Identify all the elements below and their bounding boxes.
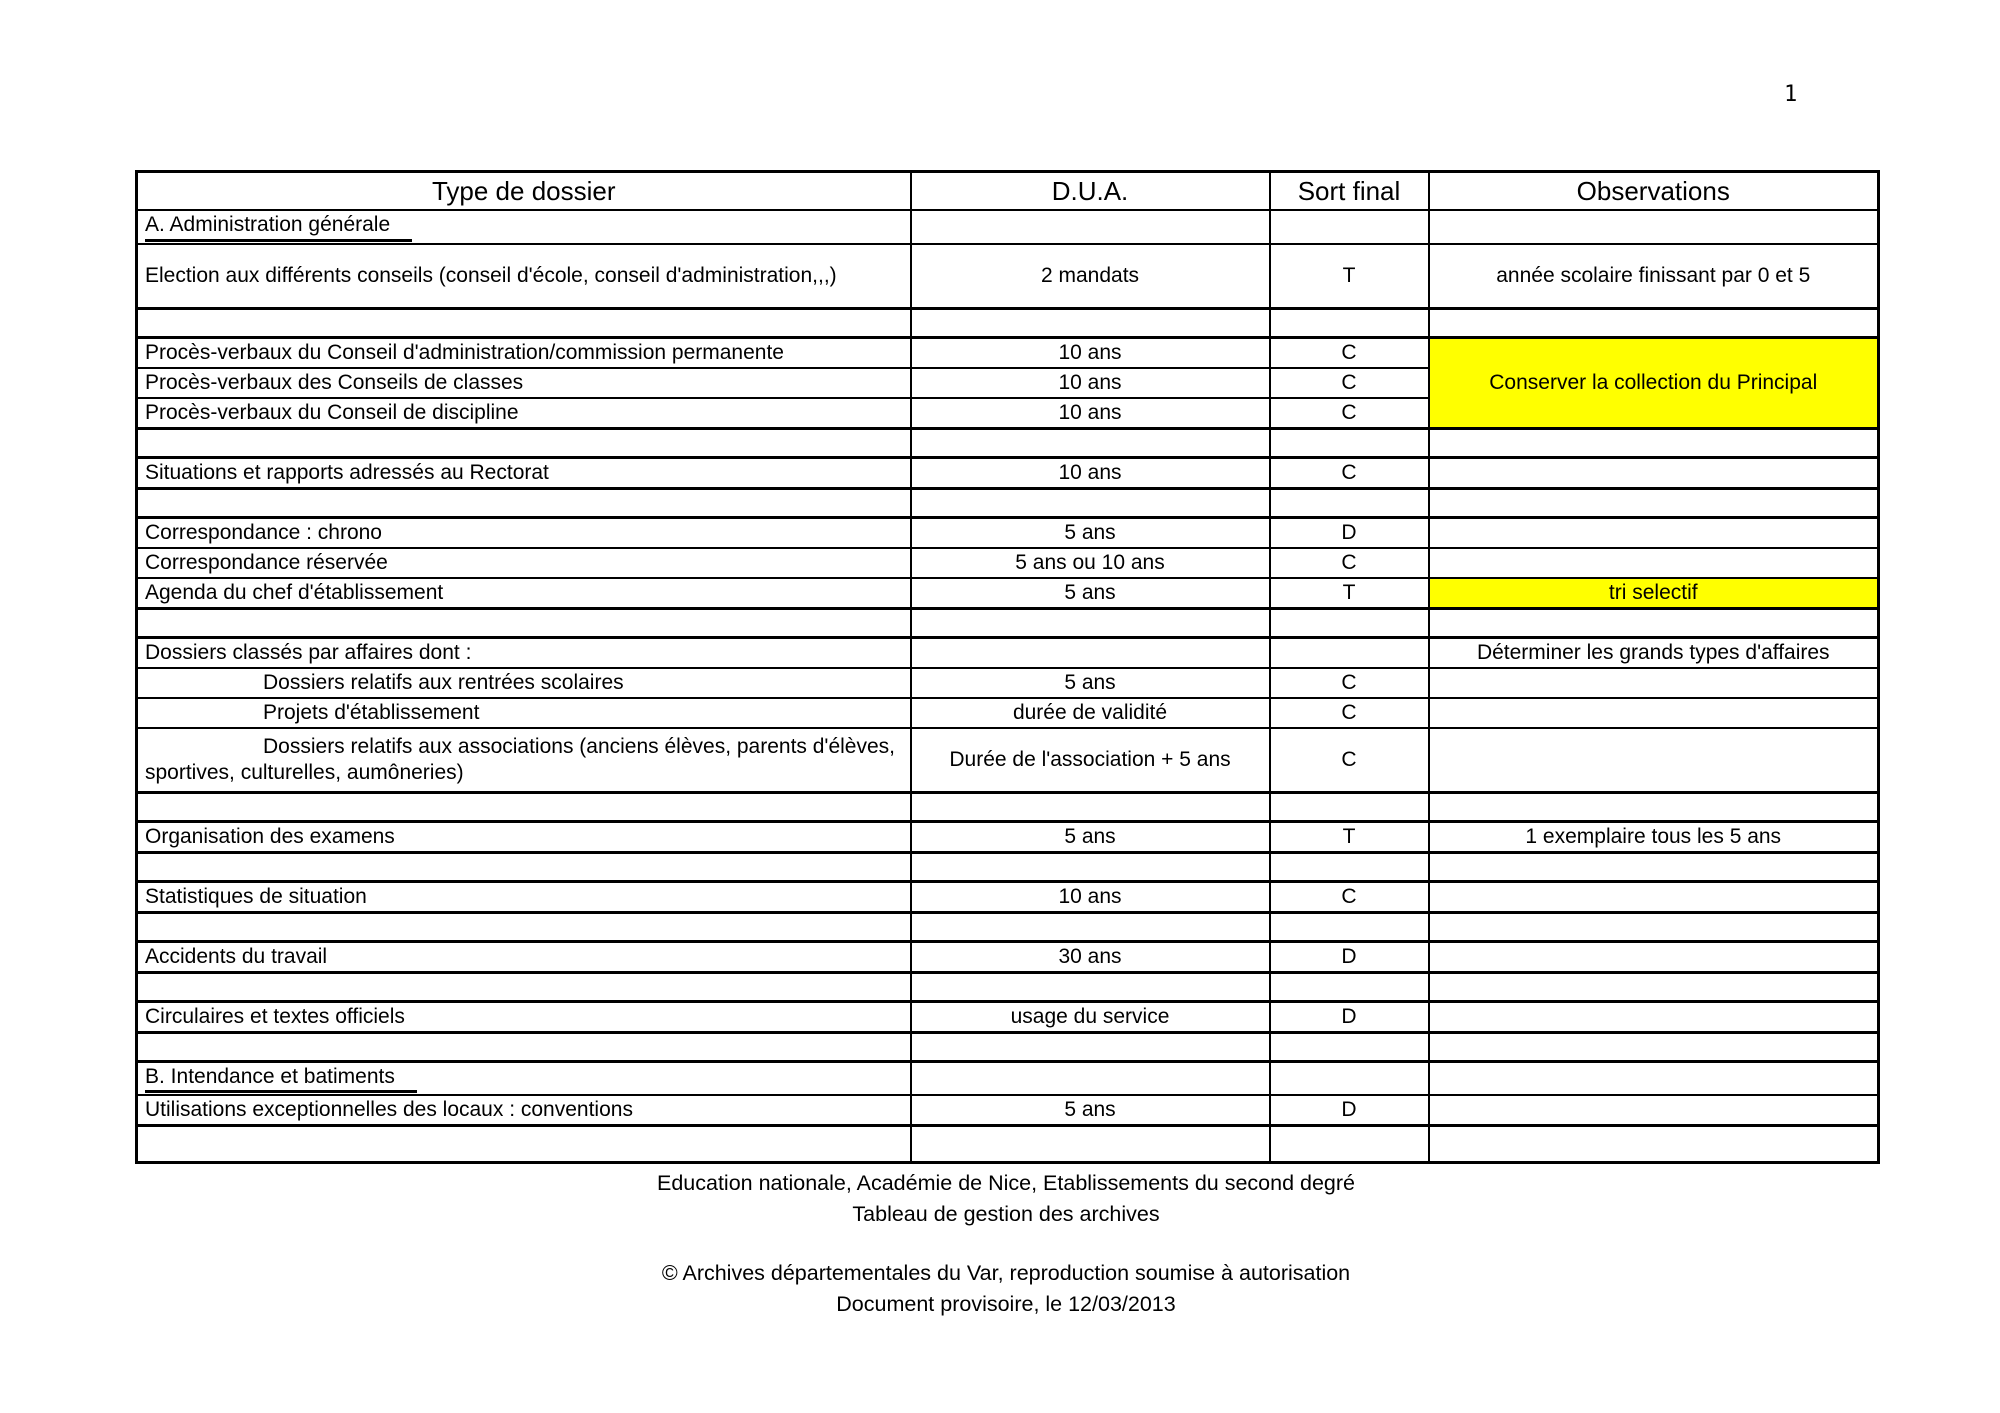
table-row	[137, 517, 1879, 548]
archive-table	[135, 170, 1880, 1164]
spacer-row	[137, 792, 1879, 821]
sort-final-cell: T	[1270, 244, 1429, 309]
table-row	[137, 881, 1879, 912]
table-row	[137, 668, 1879, 698]
dossier-cell: Projets d'établissement	[137, 698, 911, 728]
dossier-cell: Circulaires et textes officiels	[137, 1001, 911, 1032]
observations-cell: tri selectif	[1429, 578, 1879, 609]
observations-cell	[1429, 1126, 1879, 1163]
sort-final-cell	[1270, 637, 1429, 668]
observations-cell: année scolaire finissant par 0 et 5	[1429, 244, 1879, 309]
col-header-type-de-dossier: Type de dossier	[137, 172, 911, 211]
sort-final-cell: D	[1270, 517, 1429, 548]
observations-cell	[1429, 972, 1879, 1001]
footer-date-line: Document provisoire, le 12/03/2013	[836, 1292, 1176, 1316]
observations-cell	[1429, 517, 1879, 548]
spacer-row	[137, 1032, 1879, 1061]
dossier-cell: Agenda du chef d'établissement	[137, 578, 911, 609]
sort-final-cell	[1270, 308, 1429, 337]
table-row	[137, 337, 1879, 368]
dua-cell: usage du service	[911, 1001, 1270, 1032]
table-row	[137, 637, 1879, 668]
table-row	[137, 578, 1879, 609]
dossier-cell	[137, 210, 911, 244]
footer-spacer	[135, 1230, 1877, 1258]
dossier-cell	[137, 488, 911, 517]
sort-final-cell: C	[1270, 698, 1429, 728]
spacer-row	[137, 972, 1879, 1001]
sort-final-cell: D	[1270, 941, 1429, 972]
dua-cell: 10 ans	[911, 398, 1270, 429]
spacer-row	[137, 852, 1879, 881]
dossier-cell: Election aux différents conseils (conseil d'école, conseil d'administration,,,)	[137, 244, 911, 309]
observations-cell	[1429, 1095, 1879, 1126]
page-number: 1	[1784, 82, 1798, 107]
dua-cell: 5 ans	[911, 668, 1270, 698]
observations-cell	[1429, 792, 1879, 821]
spacer-row	[137, 608, 1879, 637]
dua-cell: 2 mandats	[911, 244, 1270, 309]
dossier-cell: Procès-verbaux du Conseil de discipline	[137, 398, 911, 429]
table-row	[137, 457, 1879, 488]
observations-cell	[1429, 698, 1879, 728]
observations-cell	[1429, 852, 1879, 881]
dua-cell: durée de validité	[911, 698, 1270, 728]
dossier-cell: Utilisations exceptionnelles des locaux : conventions	[137, 1095, 911, 1126]
col-header-dua: D.U.A.	[911, 172, 1270, 211]
archive-table-body	[137, 210, 1879, 1163]
observations-cell	[1429, 881, 1879, 912]
dua-cell	[911, 852, 1270, 881]
dossier-cell	[137, 1126, 911, 1163]
table-row	[137, 244, 1879, 309]
col-header-sort-final: Sort final	[1270, 172, 1429, 211]
dossier-cell: Dossiers relatifs aux associations (anciens élèves, parents d'élèves, sportives, culturelles, aumôneries)	[137, 728, 911, 793]
observations-cell	[1429, 308, 1879, 337]
dossier-cell: Dossiers relatifs aux rentrées scolaires	[137, 668, 911, 698]
table-row	[137, 941, 1879, 972]
observations-cell	[1429, 428, 1879, 457]
dua-cell: 10 ans	[911, 881, 1270, 912]
sort-final-cell: D	[1270, 1095, 1429, 1126]
table-row	[137, 1001, 1879, 1032]
sort-final-cell: T	[1270, 821, 1429, 852]
dossier-cell	[137, 608, 911, 637]
sort-final-cell	[1270, 1126, 1429, 1163]
dua-cell	[911, 1061, 1270, 1095]
sort-final-cell: C	[1270, 728, 1429, 793]
observations-cell	[1429, 1032, 1879, 1061]
footer-document-title: Tableau de gestion des archives	[852, 1202, 1160, 1226]
col-header-observations: Observations	[1429, 172, 1879, 211]
observations-cell	[1429, 1001, 1879, 1032]
table-row	[137, 698, 1879, 728]
footer	[135, 1168, 1877, 1320]
dossier-cell: Procès-verbaux des Conseils de classes	[137, 368, 911, 398]
sort-final-cell	[1270, 210, 1429, 244]
dossier-cell	[137, 1032, 911, 1061]
dossier-cell: Dossiers classés par affaires dont :	[137, 637, 911, 668]
sort-final-cell	[1270, 608, 1429, 637]
sort-final-cell	[1270, 972, 1429, 1001]
observations-cell: 1 exemplaire tous les 5 ans	[1429, 821, 1879, 852]
section-title: B. Intendance et batiments	[145, 1064, 417, 1094]
dua-cell: 5 ans ou 10 ans	[911, 548, 1270, 578]
dua-cell: 10 ans	[911, 337, 1270, 368]
dua-cell	[911, 1126, 1270, 1163]
sort-final-cell	[1270, 912, 1429, 941]
sort-final-cell: C	[1270, 457, 1429, 488]
sort-final-cell: C	[1270, 668, 1429, 698]
observations-cell	[1429, 548, 1879, 578]
dua-cell: 5 ans	[911, 517, 1270, 548]
observations-cell	[1429, 912, 1879, 941]
table-row	[137, 1095, 1879, 1126]
sort-final-cell: C	[1270, 337, 1429, 368]
spacer-row	[137, 1126, 1879, 1163]
observations-cell	[1429, 728, 1879, 793]
footer-copyright-line: © Archives départementales du Var, reproduction soumise à autorisation	[661, 1261, 1351, 1285]
dua-cell: 5 ans	[911, 1095, 1270, 1126]
dossier-cell	[137, 308, 911, 337]
dua-cell	[911, 308, 1270, 337]
sort-final-cell	[1270, 1061, 1429, 1095]
footer-organization-line: Education nationale, Académie de Nice, Etablissements du second degré	[657, 1171, 1355, 1195]
sort-final-cell	[1270, 488, 1429, 517]
observations-cell	[1429, 608, 1879, 637]
section-row	[137, 1061, 1879, 1095]
dua-cell	[911, 608, 1270, 637]
sort-final-cell	[1270, 792, 1429, 821]
dua-cell	[911, 912, 1270, 941]
dua-cell: 30 ans	[911, 941, 1270, 972]
dossier-cell: Correspondance réservée	[137, 548, 911, 578]
header-row	[137, 172, 1879, 211]
dossier-cell: Organisation des examens	[137, 821, 911, 852]
sort-final-cell: C	[1270, 881, 1429, 912]
observations-cell	[1429, 668, 1879, 698]
dua-cell	[911, 428, 1270, 457]
dua-cell: 5 ans	[911, 821, 1270, 852]
dossier-cell	[137, 792, 911, 821]
observations-cell	[1429, 457, 1879, 488]
sort-final-cell	[1270, 428, 1429, 457]
table-row	[137, 821, 1879, 852]
observations-cell: Conserver la collection du Principal	[1429, 337, 1879, 428]
dossier-cell: Correspondance : chrono	[137, 517, 911, 548]
sort-final-cell	[1270, 852, 1429, 881]
observations-cell: Déterminer les grands types d'affaires	[1429, 637, 1879, 668]
observations-cell	[1429, 1061, 1879, 1095]
dossier-cell	[137, 1061, 911, 1095]
archive-table-header	[137, 172, 1879, 211]
spacer-row	[137, 488, 1879, 517]
dua-cell	[911, 1032, 1270, 1061]
sort-final-cell: C	[1270, 368, 1429, 398]
sort-final-cell	[1270, 1032, 1429, 1061]
dua-cell: Durée de l'association + 5 ans	[911, 728, 1270, 793]
dua-cell	[911, 488, 1270, 517]
spacer-row	[137, 308, 1879, 337]
observations-cell	[1429, 210, 1879, 244]
sort-final-cell: D	[1270, 1001, 1429, 1032]
sort-final-cell: C	[1270, 548, 1429, 578]
dua-cell	[911, 210, 1270, 244]
dua-cell: 10 ans	[911, 457, 1270, 488]
spacer-row	[137, 912, 1879, 941]
dossier-cell: Situations et rapports adressés au Rectorat	[137, 457, 911, 488]
observations-cell	[1429, 941, 1879, 972]
dossier-cell	[137, 912, 911, 941]
dua-cell	[911, 972, 1270, 1001]
section-row	[137, 210, 1879, 244]
table-row	[137, 548, 1879, 578]
dossier-cell: Statistiques de situation	[137, 881, 911, 912]
dossier-cell	[137, 428, 911, 457]
dua-cell	[911, 637, 1270, 668]
dossier-cell: Accidents du travail	[137, 941, 911, 972]
sort-final-cell: C	[1270, 398, 1429, 429]
observations-cell	[1429, 488, 1879, 517]
section-title: A. Administration générale	[145, 212, 412, 242]
spacer-row	[137, 428, 1879, 457]
sort-final-cell: T	[1270, 578, 1429, 609]
dossier-cell	[137, 972, 911, 1001]
dua-cell	[911, 792, 1270, 821]
dua-cell: 5 ans	[911, 578, 1270, 609]
dua-cell: 10 ans	[911, 368, 1270, 398]
dossier-cell	[137, 852, 911, 881]
table-row	[137, 728, 1879, 793]
dossier-cell: Procès-verbaux du Conseil d'administration/commission permanente	[137, 337, 911, 368]
